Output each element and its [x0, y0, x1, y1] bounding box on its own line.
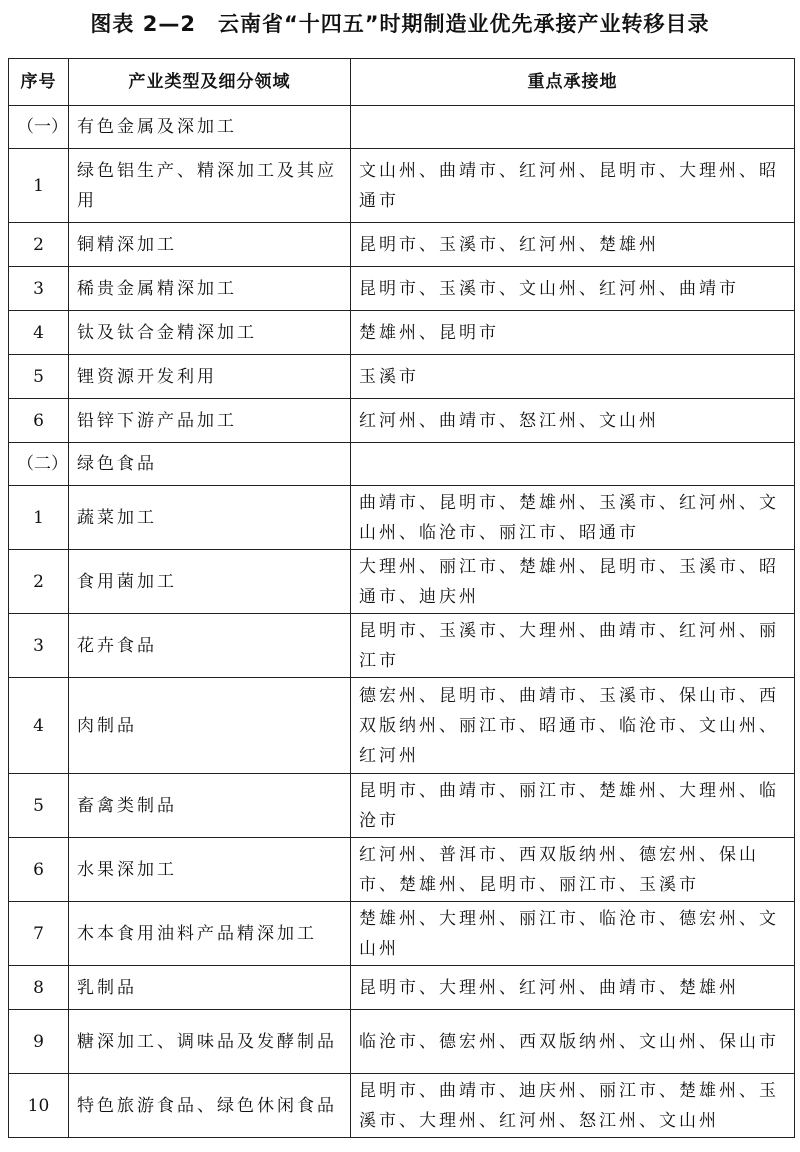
header-industry: 产业类型及细分领域	[69, 59, 351, 106]
location-cell: 玉溪市	[351, 355, 795, 399]
row-number: 3	[9, 614, 69, 678]
industry-cell: 特色旅游食品、绿色休闲食品	[69, 1074, 351, 1138]
row-number: 6	[9, 838, 69, 902]
location-cell: 德宏州、昆明市、曲靖市、玉溪市、保山市、西双版纳州、丽江市、昭通市、临沧市、文山州、红河州	[351, 678, 795, 774]
table-row	[9, 774, 795, 838]
location-cell: 昆明市、大理州、红河州、曲靖市、楚雄州	[351, 966, 795, 1010]
industry-cell: 乳制品	[69, 966, 351, 1010]
location-cell: 昆明市、玉溪市、大理州、曲靖市、红河州、丽江市	[351, 614, 795, 678]
industry-cell: 畜禽类制品	[69, 774, 351, 838]
row-number: 1	[9, 149, 69, 223]
industry-cell: 蔬菜加工	[69, 486, 351, 550]
row-number: 6	[9, 399, 69, 443]
industry-transfer-table	[8, 58, 795, 1138]
table-row	[9, 355, 795, 399]
table-row	[9, 678, 795, 774]
table-row	[9, 614, 795, 678]
row-number: 4	[9, 678, 69, 774]
table-row	[9, 486, 795, 550]
row-number: 1	[9, 486, 69, 550]
location-cell: 昆明市、玉溪市、红河州、楚雄州	[351, 223, 795, 267]
table-row	[9, 399, 795, 443]
table-row	[9, 550, 795, 614]
section-row	[9, 106, 795, 149]
industry-cell: 食用菌加工	[69, 550, 351, 614]
table-row	[9, 223, 795, 267]
row-number: 2	[9, 223, 69, 267]
table-row	[9, 838, 795, 902]
row-number: 4	[9, 311, 69, 355]
table-row	[9, 902, 795, 966]
table-row	[9, 149, 795, 223]
table-row	[9, 311, 795, 355]
section-number: （二）	[9, 443, 69, 486]
location-cell: 红河州、普洱市、西双版纳州、德宏州、保山市、楚雄州、昆明市、丽江市、玉溪市	[351, 838, 795, 902]
section-row	[9, 443, 795, 486]
header-no: 序号	[9, 59, 69, 106]
section-number: （一）	[9, 106, 69, 149]
row-number: 2	[9, 550, 69, 614]
location-cell: 昆明市、玉溪市、文山州、红河州、曲靖市	[351, 267, 795, 311]
location-cell: 文山州、曲靖市、红河州、昆明市、大理州、昭通市	[351, 149, 795, 223]
industry-cell: 水果深加工	[69, 838, 351, 902]
table-header-row	[9, 59, 795, 106]
industry-cell: 铅锌下游产品加工	[69, 399, 351, 443]
section-empty-cell	[351, 443, 795, 486]
table-body	[9, 106, 795, 1138]
row-number: 10	[9, 1074, 69, 1138]
location-cell: 临沧市、德宏州、西双版纳州、文山州、保山市	[351, 1010, 795, 1074]
industry-cell: 花卉食品	[69, 614, 351, 678]
location-cell: 昆明市、曲靖市、丽江市、楚雄州、大理州、临沧市	[351, 774, 795, 838]
row-number: 8	[9, 966, 69, 1010]
location-cell: 楚雄州、昆明市	[351, 311, 795, 355]
table-row	[9, 267, 795, 311]
row-number: 7	[9, 902, 69, 966]
table-row	[9, 966, 795, 1010]
industry-cell: 绿色铝生产、精深加工及其应用	[69, 149, 351, 223]
location-cell: 昆明市、曲靖市、迪庆州、丽江市、楚雄州、玉溪市、大理州、红河州、怒江州、文山州	[351, 1074, 795, 1138]
location-cell: 楚雄州、大理州、丽江市、临沧市、德宏州、文山州	[351, 902, 795, 966]
industry-cell: 铜精深加工	[69, 223, 351, 267]
table-row	[9, 1074, 795, 1138]
industry-cell: 肉制品	[69, 678, 351, 774]
industry-cell: 钛及钛合金精深加工	[69, 311, 351, 355]
section-empty-cell	[351, 106, 795, 149]
industry-cell: 稀贵金属精深加工	[69, 267, 351, 311]
row-number: 9	[9, 1010, 69, 1074]
location-cell: 曲靖市、昆明市、楚雄州、玉溪市、红河州、文山州、临沧市、丽江市、昭通市	[351, 486, 795, 550]
industry-cell: 糖深加工、调味品及发酵制品	[69, 1010, 351, 1074]
industry-cell: 木本食用油料产品精深加工	[69, 902, 351, 966]
location-cell: 红河州、曲靖市、怒江州、文山州	[351, 399, 795, 443]
section-name: 绿色食品	[69, 443, 351, 486]
table-row	[9, 1010, 795, 1074]
header-location: 重点承接地	[351, 59, 795, 106]
row-number: 3	[9, 267, 69, 311]
row-number: 5	[9, 774, 69, 838]
industry-cell: 锂资源开发利用	[69, 355, 351, 399]
section-name: 有色金属及深加工	[69, 106, 351, 149]
row-number: 5	[9, 355, 69, 399]
page-title: 图表 2—2 云南省“十四五”时期制造业优先承接产业转移目录	[90, 12, 710, 36]
location-cell: 大理州、丽江市、楚雄州、昆明市、玉溪市、昭通市、迪庆州	[351, 550, 795, 614]
